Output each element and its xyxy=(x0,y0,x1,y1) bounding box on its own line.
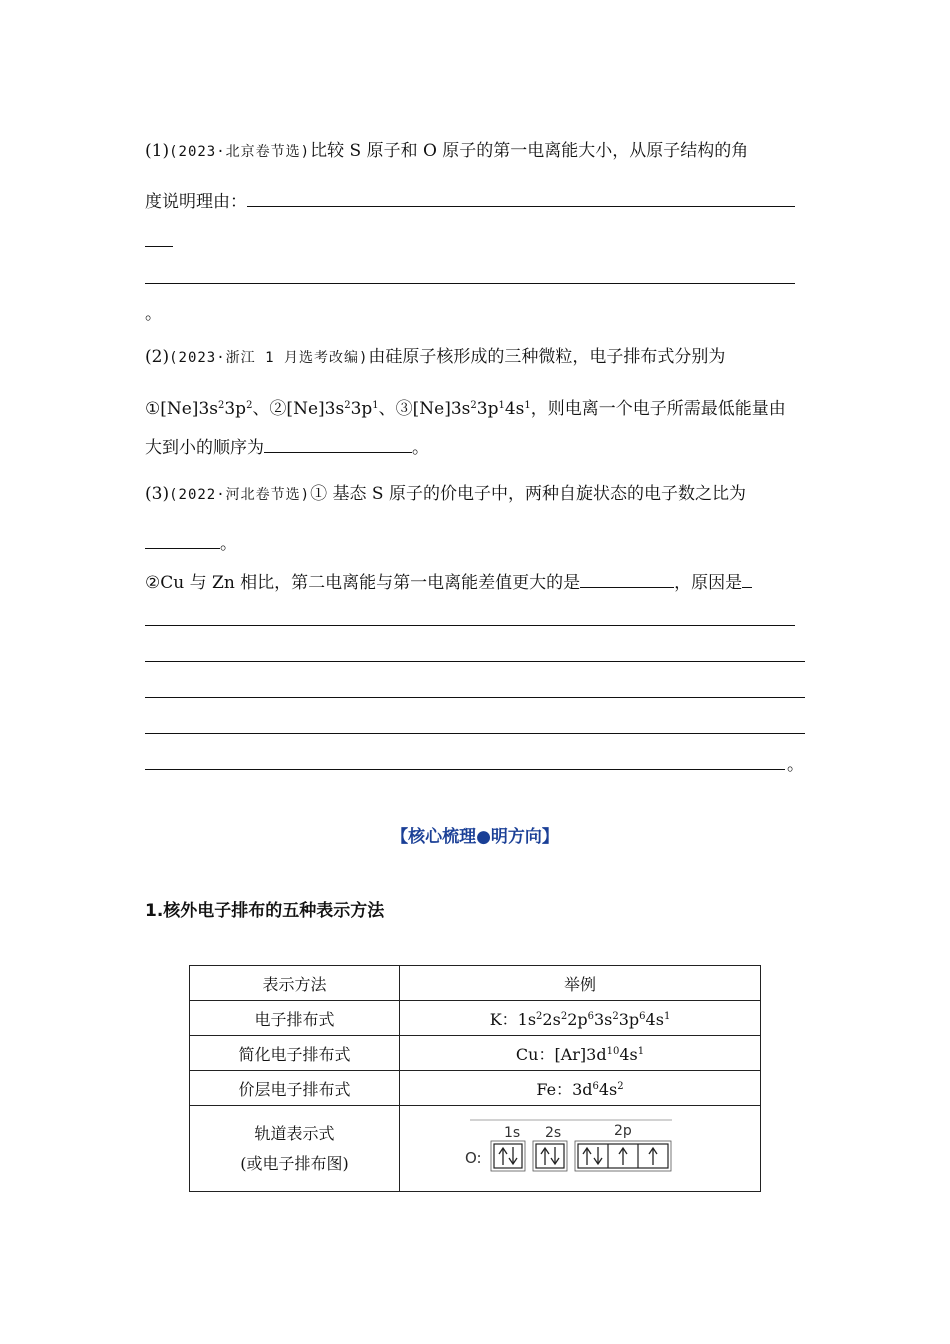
orbital-box-2p xyxy=(575,1141,671,1171)
table-row xyxy=(190,1001,761,1036)
q2-config2-a: 、②[Ne]3s xyxy=(252,399,345,419)
up-arrow-icon xyxy=(541,1148,549,1165)
q3-text2b: ，原因是 xyxy=(674,573,743,593)
down-arrow-icon xyxy=(594,1147,602,1164)
q1-end: 。 xyxy=(145,304,162,324)
q2-text3: 大到小的顺序为 xyxy=(145,438,264,458)
table-cell-example xyxy=(400,1071,761,1106)
q1-number: (1) xyxy=(145,141,170,161)
q3-reason-line-2[interactable] xyxy=(145,661,805,662)
q3-reason-line-3[interactable] xyxy=(145,697,805,698)
part: 2s xyxy=(542,1009,561,1029)
orbital-label-2p: 2p xyxy=(614,1122,632,1139)
part: 3d xyxy=(572,1079,593,1099)
up-arrow-icon xyxy=(583,1148,591,1165)
q3-end1: 。 xyxy=(220,534,237,554)
q2-config1-a: ①[Ne]3s xyxy=(145,399,218,419)
q3-source: (2022·河北卷节选) xyxy=(169,487,311,503)
section-heading: 【核心梳理●明方向】 xyxy=(391,827,559,847)
sup: 2 xyxy=(612,1010,619,1022)
q3-number: (3) xyxy=(145,484,170,504)
q3-text1: ① 基态 S 原子的价电子中，两种自旋状态的电子数之比为 xyxy=(310,484,746,504)
table-cell-method: 价层电子排布式 xyxy=(190,1071,400,1106)
q2-source: (2023·浙江 1 月选考改编) xyxy=(169,350,369,366)
sup: 1 xyxy=(637,1045,645,1057)
sup: 1 xyxy=(498,400,505,411)
sup: 1 xyxy=(372,400,379,411)
q2-line2 xyxy=(145,397,786,421)
q3-answer-blank-1[interactable] xyxy=(145,531,220,549)
example-label: K： xyxy=(489,1009,518,1029)
q3-line1 xyxy=(145,482,746,507)
table-cell-method xyxy=(190,1106,400,1192)
q1-line1 xyxy=(145,139,748,164)
q2-number: (2) xyxy=(145,347,170,367)
table-row-orbital xyxy=(190,1106,761,1192)
q2-line3 xyxy=(145,435,429,460)
q2-config3-a: 、③[Ne]3s xyxy=(378,399,471,419)
q2-config2-b: 3p xyxy=(350,399,373,419)
q1-source: (2023·北京卷节选) xyxy=(169,144,311,160)
table-cell-example xyxy=(400,1001,761,1036)
table-header-example: 举例 xyxy=(400,966,761,1001)
sup: 6 xyxy=(639,1010,646,1022)
sup: 2 xyxy=(617,1080,624,1092)
q1-answer-blank-2[interactable] xyxy=(145,246,173,247)
orbital-diagram xyxy=(460,1119,700,1179)
q1-answer-blank-3[interactable] xyxy=(145,283,795,284)
example-label: Cu： xyxy=(515,1044,555,1064)
q2-text1: 由硅原子核形成的三种微粒，电子排布式分别为 xyxy=(368,347,726,367)
q2-line1 xyxy=(145,345,725,370)
part: 3s xyxy=(593,1009,613,1029)
orbital-box-1s xyxy=(491,1141,525,1171)
sup: 6 xyxy=(587,1010,594,1022)
q3-answer-blank-3[interactable] xyxy=(742,570,752,588)
down-arrow-icon xyxy=(509,1147,517,1164)
q3-end2: 。 xyxy=(787,755,804,775)
table-cell-example xyxy=(400,1036,761,1071)
table-row xyxy=(190,1036,761,1071)
part: 3p xyxy=(618,1009,640,1029)
table-cell-example xyxy=(400,1106,761,1192)
q2-config1-b: 3p xyxy=(224,399,247,419)
q1-answer-blank-1[interactable] xyxy=(247,189,795,207)
example-label: Fe： xyxy=(536,1079,573,1099)
q3-reason-line-4[interactable] xyxy=(145,733,805,734)
q3-answer-blank-2[interactable] xyxy=(580,570,674,588)
orbital-label-2s: 2s xyxy=(545,1124,562,1141)
sup: 1 xyxy=(524,400,531,411)
sup: 2 xyxy=(470,400,477,411)
table-cell-method: 电子排布式 xyxy=(190,1001,400,1036)
q2-text2: ，则电离一个电子所需最低能量由 xyxy=(530,399,786,419)
part: 2p xyxy=(567,1009,588,1029)
q2-config3-b: 3p xyxy=(476,399,499,419)
sup: 2 xyxy=(217,400,225,411)
up-arrow-icon xyxy=(619,1148,627,1165)
part: 4s xyxy=(645,1009,664,1029)
q2-config3-c: 4s xyxy=(504,399,525,419)
table-header-method: 表示方法 xyxy=(190,966,400,1001)
sup: 2 xyxy=(536,1010,543,1022)
part: 1s xyxy=(517,1009,537,1029)
q1-text2: 度说明理由： xyxy=(145,192,247,212)
sup: 2 xyxy=(246,400,253,411)
q3-line3 xyxy=(145,570,752,595)
up-arrow-icon xyxy=(649,1148,657,1165)
up-arrow-icon xyxy=(499,1148,507,1165)
orbital-label-1s: 1s xyxy=(504,1124,521,1141)
orbital-method-line2: (或电子排布图) xyxy=(240,1153,349,1173)
q3-reason-line-1[interactable] xyxy=(145,625,795,626)
representation-table xyxy=(189,965,761,1192)
table-row xyxy=(190,1071,761,1106)
sup: 1 xyxy=(663,1010,671,1022)
q1-text1: 比较 S 原子和 O 原子的第一电离能大小，从原子结构的角 xyxy=(310,141,749,161)
sup: 2 xyxy=(560,1010,568,1022)
part: 4s xyxy=(619,1044,638,1064)
q2-answer-blank[interactable] xyxy=(264,435,412,453)
part: [Ar]3d xyxy=(554,1044,607,1064)
down-arrow-icon xyxy=(551,1147,559,1164)
table-cell-method: 简化电子排布式 xyxy=(190,1036,400,1071)
orbital-method-line1: 轨道表示式 xyxy=(254,1123,335,1143)
q3-reason-line-5[interactable] xyxy=(145,769,785,770)
part: 4s xyxy=(598,1079,618,1099)
sup: 10 xyxy=(606,1045,620,1057)
q3-line2 xyxy=(145,531,237,556)
q1-line2 xyxy=(145,189,795,214)
table-header-row xyxy=(190,966,761,1001)
sup: 2 xyxy=(344,400,351,411)
q3-text2: ②Cu 与 Zn 相比，第二电离能与第一电离能差值更大的是 xyxy=(145,573,581,593)
q2-end: 。 xyxy=(412,438,429,458)
orbital-atom-label: O: xyxy=(465,1148,482,1167)
section-title: 1.核外电子排布的五种表示方法 xyxy=(145,901,385,921)
sup: 6 xyxy=(592,1080,599,1092)
orbital-box-2s xyxy=(533,1141,567,1171)
